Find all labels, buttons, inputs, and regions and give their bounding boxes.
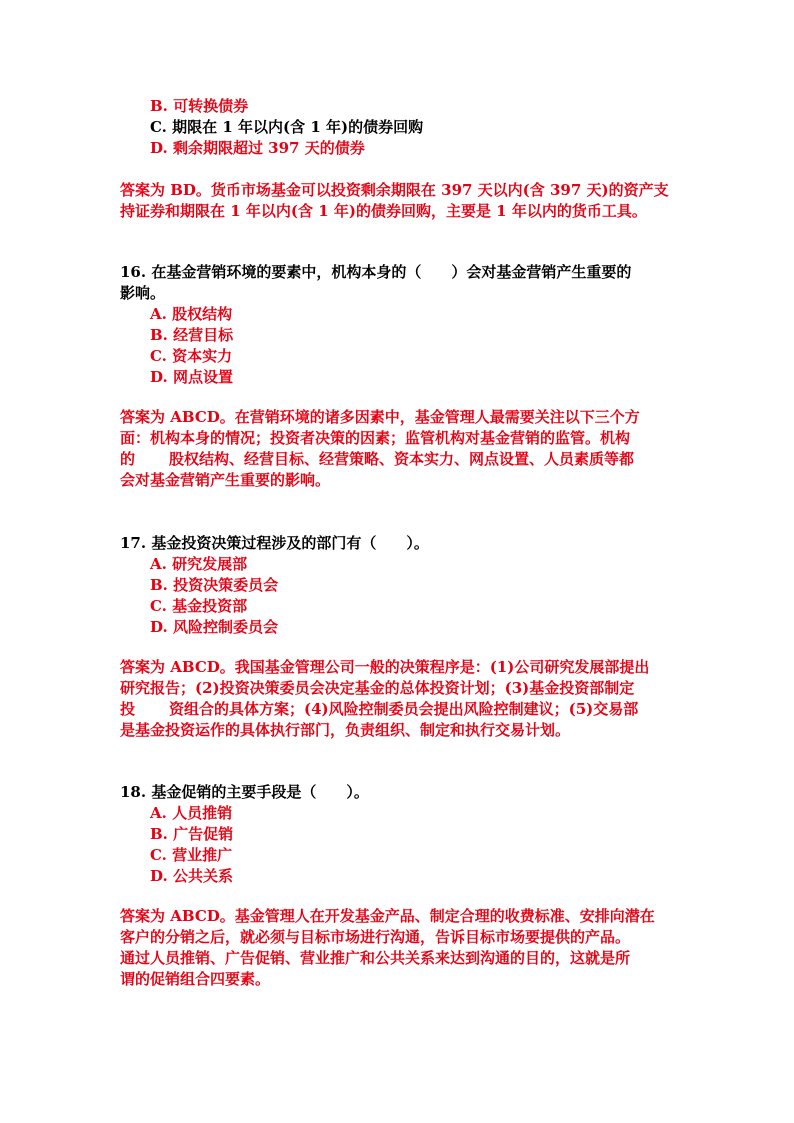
q15-option-d: D. 剩余期限超过 397 天的债券 xyxy=(150,139,365,157)
q17-answer-line: 研究报告；(2)投资决策委员会决定基金的总体投资计划；(3)基金投资部制定 xyxy=(120,679,635,697)
q16-answer-line: 的 股权结构、经营目标、经营策略、资本实力、网点设置、人员素质等都 xyxy=(120,450,635,468)
q16-option-d: D. 网点设置 xyxy=(150,368,233,386)
q17-option-b: B. 投资决策委员会 xyxy=(150,576,279,594)
q15-option-b: B. 可转换债券 xyxy=(150,97,249,115)
q16-stem-line: 影响。 xyxy=(120,284,166,302)
q16-option-a: A. 股权结构 xyxy=(150,305,233,323)
q16-answer-line: 答案为 ABCD。在营销环境的诸多因素中，基金管理人最需要关注以下三个方 xyxy=(120,408,640,426)
q17-option-d: D. 风险控制委员会 xyxy=(150,618,278,636)
q17-answer-line: 答案为 ABCD。我国基金管理公司一般的决策程序是：(1)公司研究发展部提出 xyxy=(120,658,650,676)
q18-answer-line: 客户的分销之后，就必须与目标市场进行沟通，告诉目标市场要提供的产品。 xyxy=(120,928,631,946)
q15-answer-line: 答案为 BD。货币市场基金可以投资剩余期限在 397 天以内(含 397 天)的资产支 xyxy=(120,181,669,199)
q16-option-c: C. 资本实力 xyxy=(150,347,233,365)
q17-option-c: C. 基金投资部 xyxy=(150,597,248,615)
q18-option-d: D. 公共关系 xyxy=(150,867,233,885)
q18-answer-line: 谓的促销组合四要素。 xyxy=(120,970,271,988)
q18-option-b: B. 广告促销 xyxy=(150,825,234,843)
q18-stem-line: 18. 基金促销的主要手段是（ ）。 xyxy=(120,783,369,801)
q17-answer-line: 投 资组合的具体方案；(4)风险控制委员会提出风险控制建议；(5)交易部 xyxy=(120,700,639,718)
q17-option-a: A. 研究发展部 xyxy=(150,555,248,573)
q16-stem-line: 16. 在基金营销环境的要素中，机构本身的（ ）会对基金营销产生重要的 xyxy=(120,263,632,281)
q17-stem-line: 17. 基金投资决策过程涉及的部门有（ ）。 xyxy=(120,534,429,552)
q15-answer-line: 持证券和期限在 1 年以内(含 1 年)的债券回购，主要是 1 年以内的货币工具。 xyxy=(120,202,647,220)
q16-answer-line: 会对基金营销产生重要的影响。 xyxy=(120,471,331,489)
q17-answer-line: 是基金投资运作的具体执行部门，负责组织、制定和执行交易计划。 xyxy=(120,721,571,739)
q16-answer-line: 面：机构本身的情况；投资者决策的因素；监管机构对基金营销的监管。机构 xyxy=(120,429,631,447)
q16-option-b: B. 经营目标 xyxy=(150,326,234,344)
q18-option-a: A. 人员推销 xyxy=(150,804,233,822)
q18-answer-line: 通过人员推销、广告促销、营业推广和公共关系来达到沟通的目的，这就是所 xyxy=(120,949,631,967)
q18-option-c: C. 营业推广 xyxy=(150,846,233,864)
q15-option-c: C. 期限在 1 年以内(含 1 年)的债券回购 xyxy=(150,118,424,136)
q18-answer-line: 答案为 ABCD。基金管理人在开发基金产品、制定合理的收费标准、安排向潜在 xyxy=(120,907,655,925)
